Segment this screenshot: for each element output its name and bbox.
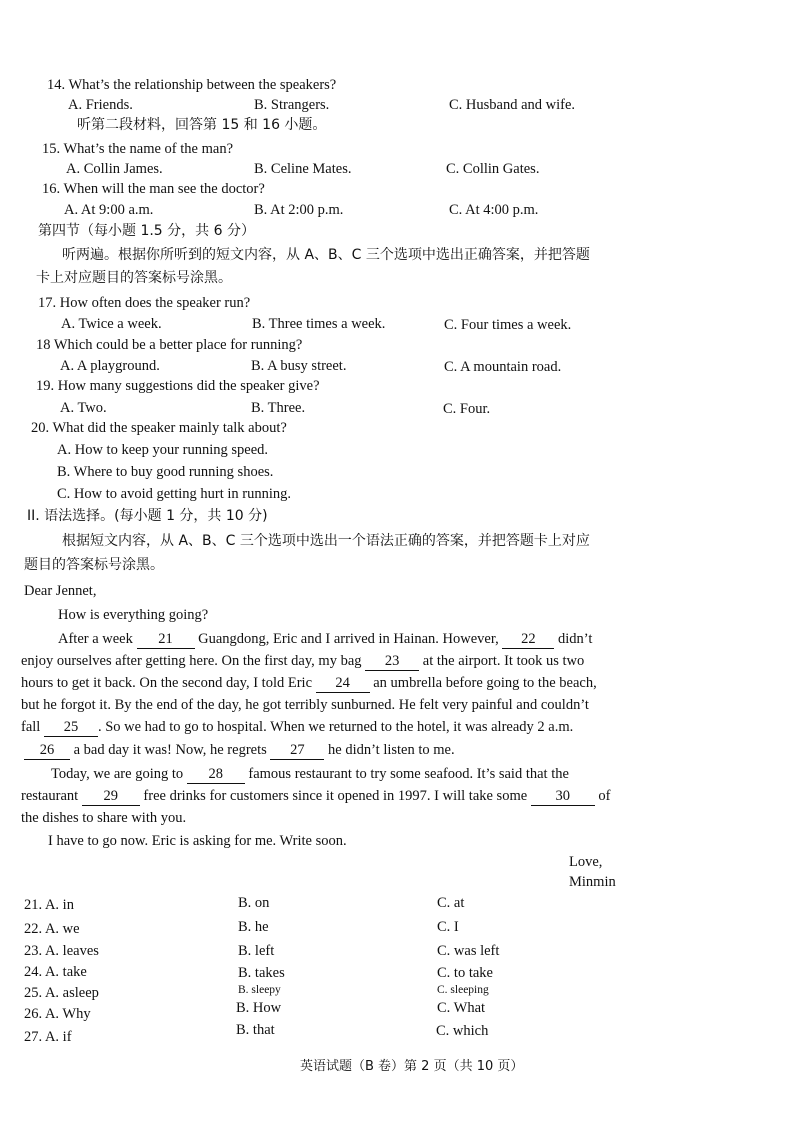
section-instruction: 听两遍。根据你所听到的短文内容，从 A、B、C 三个选项中选出正确答案，并把答题 <box>62 247 590 263</box>
blank-22: 22 <box>502 632 554 649</box>
option-c: C. at <box>437 895 465 911</box>
option-b: B. A busy street. <box>251 358 347 374</box>
question-14 <box>47 76 336 94</box>
option-a: A. Two. <box>60 400 107 416</box>
question-15 <box>42 140 233 158</box>
question-number: 15. <box>42 141 61 157</box>
option-a: A. A playground. <box>60 358 160 374</box>
section-instruction: 卡上对应题目的答案标号涂黑。 <box>36 270 232 286</box>
question-number: 16. <box>42 181 61 197</box>
question-number: 17. <box>38 295 57 311</box>
blank-24: 24 <box>316 676 370 693</box>
letter-salutation: Dear Jennet, <box>24 583 97 599</box>
option-c: C. Four times a week. <box>444 317 572 333</box>
option-b: B. Celine Mates. <box>254 161 352 177</box>
list-item: 24. A. take <box>24 964 87 980</box>
option-c: C. I <box>437 919 459 935</box>
option-a: A. Collin James. <box>66 161 163 177</box>
option-b: B. he <box>238 919 269 935</box>
letter-line: enjoy ourselves after getting here. On the first day, my bag 23 at the airport. It took us two <box>21 653 585 669</box>
section-title: 第四节（每小题 1.5 分，共 6 分） <box>38 223 255 239</box>
option-a: A. How to keep your running speed. <box>57 442 269 458</box>
letter-line: After a week 21 Guangdong, Eric and I arrived in Hainan. However, 22 didn’t <box>58 631 593 647</box>
option-b: B. Where to buy good running shoes. <box>57 464 274 480</box>
option-b: B. on <box>238 895 270 911</box>
question-stem: How many suggestions did the speaker give? <box>57 378 320 394</box>
part-title: II. 语法选择。(每小题 1 分，共 10 分) <box>27 508 268 524</box>
option-c: C. At 4:00 p.m. <box>449 202 539 218</box>
option-c: C. Collin Gates. <box>446 161 540 177</box>
blank-30: 30 <box>531 789 595 806</box>
letter-line: restaurant 29 free drinks for customers since it opened in 1997. I will take some 30 of <box>21 788 611 804</box>
option-b: B. that <box>236 1022 275 1038</box>
question-stem: How often does the speaker run? <box>59 295 251 311</box>
listening-instruction: 听第二段材料，回答第 15 和 16 小题。 <box>77 117 327 133</box>
blank-21: 21 <box>137 632 195 649</box>
option-c: C. What <box>437 1000 486 1016</box>
question-stem: What did the speaker mainly talk about? <box>52 420 287 436</box>
option-b: B. left <box>238 943 275 959</box>
option-c: C. to take <box>437 965 493 981</box>
option-c: C. How to avoid getting hurt in running. <box>57 486 291 502</box>
letter-line: fall 25 . So we had to go to hospital. When we returned to the hotel, it was already 2 a.m. <box>21 719 574 735</box>
question-number: 18 <box>36 337 51 353</box>
blank-25: 25 <box>44 720 98 737</box>
letter-line: but he forgot it. By the end of the day, he got terribly sunburned. He felt very painful and couldn’t <box>21 697 589 713</box>
list-item: 21. A. in <box>24 897 74 913</box>
option-b: B. Three times a week. <box>252 316 386 332</box>
question-stem: When will the man see the doctor? <box>63 181 265 197</box>
question-16 <box>42 180 265 198</box>
option-c: C. A mountain road. <box>444 359 562 375</box>
blank-27: 27 <box>270 743 324 760</box>
option-c: C. sleeping <box>437 984 489 996</box>
blank-29: 29 <box>82 789 140 806</box>
option-b: B. How <box>236 1000 282 1016</box>
question-20 <box>31 419 287 437</box>
list-item: 23. A. leaves <box>24 943 99 959</box>
letter-line: 26 a bad day it was! Now, he regrets 27 he didn’t listen to me. <box>24 741 455 760</box>
option-b: B. sleepy <box>238 984 281 996</box>
letter-line: Today, we are going to 28 famous restaurant to try some seafood. It’s said that the <box>51 766 569 782</box>
part-instruction: 题目的答案标号涂黑。 <box>24 557 164 573</box>
question-17 <box>38 294 250 312</box>
option-c: C. which <box>436 1023 489 1039</box>
option-c: C. Husband and wife. <box>449 97 576 113</box>
letter-closing: Love, <box>569 854 603 870</box>
option-a: A. Twice a week. <box>61 316 162 332</box>
blank-26: 26 <box>24 743 70 760</box>
option-b: B. Three. <box>251 400 306 416</box>
question-stem: What’s the name of the man? <box>63 141 234 157</box>
letter-line: hours to get it back. On the second day, I told Eric 24 an umbrella before going to the beach, <box>21 675 597 691</box>
list-item: 22. A. we <box>24 921 80 937</box>
letter-line: How is everything going? <box>58 607 209 623</box>
list-item: 26. A. Why <box>24 1006 91 1022</box>
option-b: B. Strangers. <box>254 97 330 113</box>
option-a: A. At 9:00 a.m. <box>64 202 154 218</box>
blank-23: 23 <box>365 654 419 671</box>
question-number: 20. <box>31 420 50 436</box>
question-number: 19. <box>36 378 55 394</box>
question-number: 14. <box>47 77 66 93</box>
letter-line: I have to go now. Eric is asking for me. Write soon. <box>48 833 347 849</box>
question-stem: What’s the relationship between the speakers? <box>68 77 337 93</box>
list-item: 27. A. if <box>24 1029 72 1045</box>
option-c: C. was left <box>437 943 500 959</box>
question-18 <box>36 336 302 354</box>
blank-28: 28 <box>187 767 245 784</box>
question-stem: Which could be a better place for running? <box>53 337 303 353</box>
part-instruction: 根据短文内容，从 A、B、C 三个选项中选出一个语法正确的答案，并把答题卡上对应 <box>62 533 590 549</box>
page-footer: 英语试题（B 卷）第 2 页（共 10 页） <box>300 1059 524 1074</box>
option-b: B. takes <box>238 965 285 981</box>
option-b: B. At 2:00 p.m. <box>254 202 344 218</box>
letter-signature: Minmin <box>569 874 616 890</box>
option-a: A. Friends. <box>68 97 133 113</box>
option-c: C. Four. <box>443 401 491 417</box>
letter-line: the dishes to share with you. <box>21 810 187 826</box>
list-item: 25. A. asleep <box>24 985 99 1001</box>
question-19 <box>36 377 320 395</box>
